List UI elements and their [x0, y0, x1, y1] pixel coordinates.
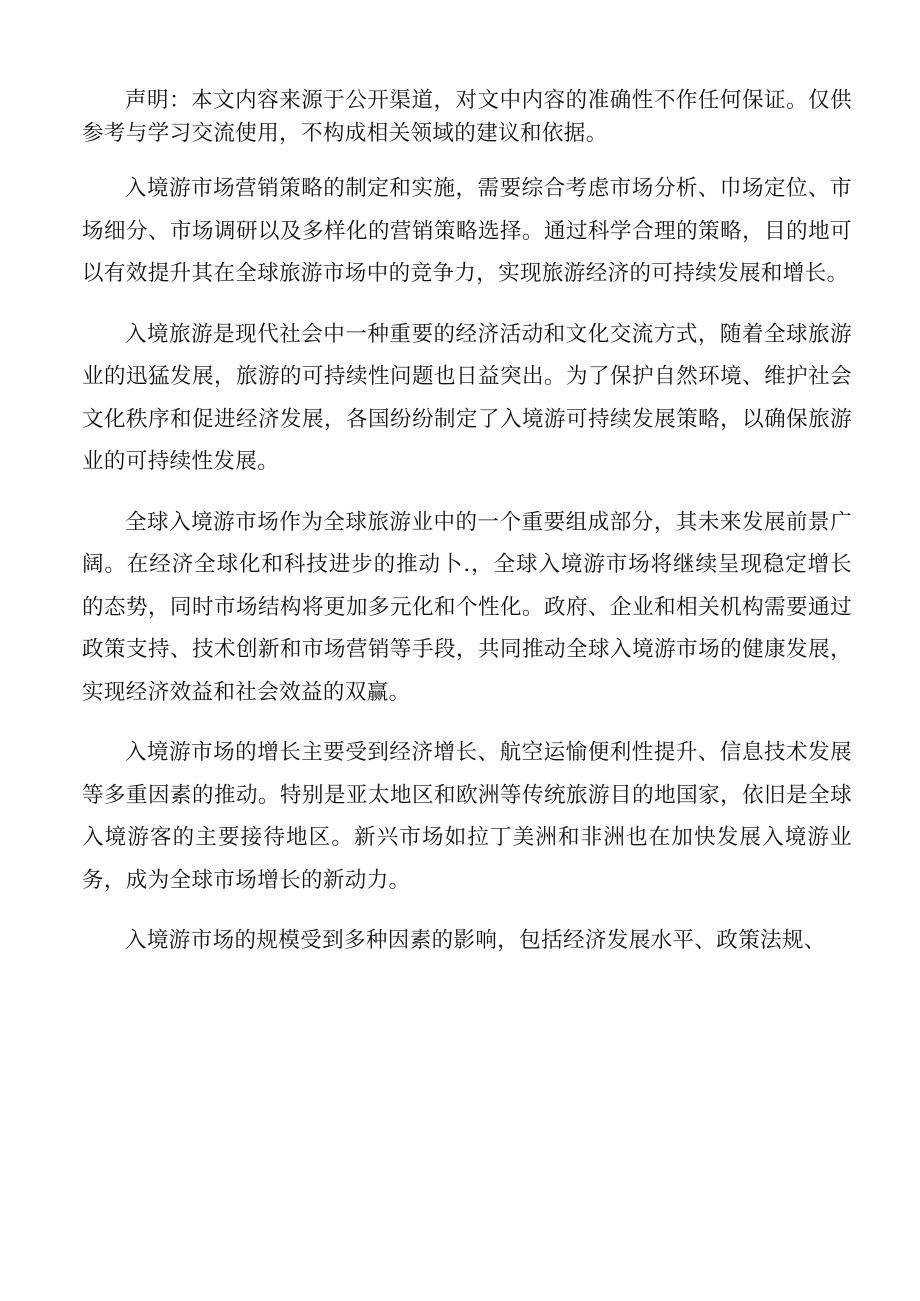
paragraph-sustainable-tourism: 入境旅游是现代社会中一种重要的经济活动和文化交流方式，随着全球旅游业的迅猛发展，旅游的可持续性问题也日益突出。为了保护自然环境、维护社会文化秩序和促进经济发展，各国纷纷制定了入境游可持续发展策略，以确保旅游业的可持续性发展。 [82, 321, 852, 474]
paragraph-market-scale: 入境游市场的规模受到多种因素的影响，包括经济发展水平、政策法规、 [125, 928, 826, 953]
paragraph-global-outlook: 全球入境游市场作为全球旅游业中的一个重要组成部分，其未来发展前景广阔。在经济全球化和科技进步的推动卜.，全球入境游市场将继续呈现稳定增长的态势，同时市场结构将更加多元化和个性化。政府、企业和相关机构需要通过政策支持、技术创新和市场营销等手段，共同推动全球入境游市场的健康发展，实现经济效益和社会效益的双赢。 [82, 509, 852, 705]
disclaimer-paragraph: 声明：本文内容来源于公开渠道，对文中内容的准确性不作任何保证。仅供参考与学习交流使用，不构成相关领域的建议和依据。 [82, 88, 852, 146]
paragraph-growth-drivers: 入境游市场的增长主要受到经济增长、航空运愉便利性提升、信息技术发展等多重因素的推动。特别是亚太地区和欧洲等传统旅游目的地国家，依旧是全球入境游客的主要接待地区。新兴市场如拉丁美洲和非洲也在加快发展入境游业务，成为全球市场增长的新动力。 [82, 740, 852, 893]
paragraph-marketing-strategy: 入境游市场营销策略的制定和实施，需要综合考虑市场分析、巾场定位、市场细分、市场调研以及多样化的营销策略选择。通过科学合理的策略，目的地可以有效提升其在全球旅游市场中的竞争力，实现旅游经济的可持续发展和增长。 [82, 176, 852, 286]
document-body [82, 84, 852, 963]
